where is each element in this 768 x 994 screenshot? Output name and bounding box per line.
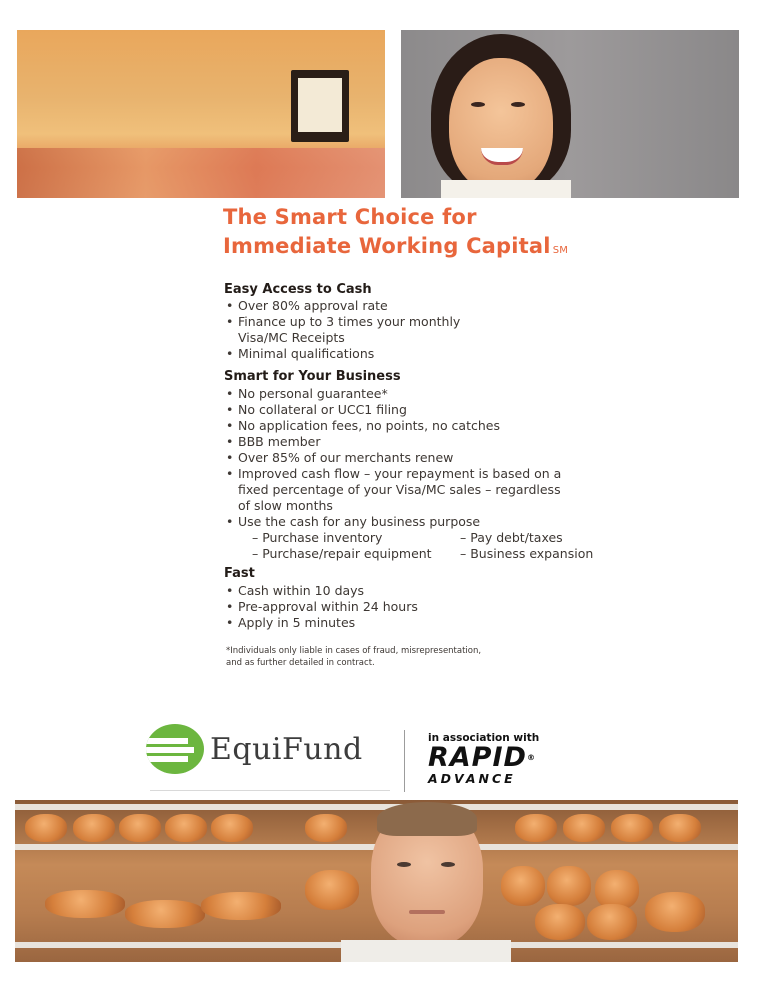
list-item: • Cash within 10 days <box>226 583 418 599</box>
list-item: • Finance up to 3 times your monthly <box>226 314 460 330</box>
bakery-interior-photo <box>17 30 385 198</box>
equifund-leaf-icon <box>146 724 204 774</box>
list-item: • Pre-approval within 24 hours <box>226 599 418 615</box>
service-mark: SM <box>552 245 569 256</box>
divider <box>150 790 390 791</box>
equifund-logo <box>146 724 366 776</box>
divider <box>404 730 405 792</box>
list-item-continuation: Visa/MC Receipts <box>238 330 345 345</box>
equifund-wordmark: EquiFund <box>210 732 363 767</box>
fast-list <box>226 583 418 631</box>
list-item-continuation: fixed percentage of your Visa/MC sales – regardless <box>238 482 561 497</box>
shop-counter <box>17 148 385 198</box>
baker-bread-racks-photo <box>15 800 738 962</box>
rapid-wordmark: RAPID® <box>428 742 536 773</box>
baker-face <box>371 806 483 946</box>
footnote: *Individuals only liable in cases of fraud, misrepresentation, and as further detailed in contract. <box>226 646 482 668</box>
association-label: in association with <box>428 732 540 744</box>
use-business-expansion: – Business expansion <box>460 546 594 561</box>
list-item: • Over 80% approval rate <box>226 298 460 314</box>
headline-line-1: The Smart Choice for <box>223 205 477 229</box>
use-purchase-inventory: – Purchase inventory <box>252 530 383 545</box>
business-uses <box>226 530 600 562</box>
list-item: • No application fees, no points, no catches <box>226 418 600 434</box>
section-title-smart-for-business: Smart for Your Business <box>224 369 401 384</box>
list-item-continuation: of slow months <box>238 498 333 513</box>
headline <box>223 203 568 261</box>
list-item: • Use the cash for any business purpose <box>226 514 600 530</box>
list-item: • Over 85% of our merchants renew <box>226 450 600 466</box>
wall-frame <box>291 70 349 142</box>
baker-shirt <box>341 940 511 962</box>
rapid-advance-logo <box>428 732 548 786</box>
use-repair-equipment: – Purchase/repair equipment <box>252 546 432 561</box>
advance-wordmark: ADVANCE <box>428 771 516 786</box>
list-item: • No personal guarantee* <box>226 386 600 402</box>
list-item: • BBB member <box>226 434 600 450</box>
list-item: • Minimal qualifications <box>226 346 460 362</box>
list-item: • Apply in 5 minutes <box>226 615 418 631</box>
list-item: • Improved cash flow – your repayment is based on a <box>226 466 600 482</box>
smart-business-list <box>226 386 600 562</box>
section-title-easy-access: Easy Access to Cash <box>224 282 372 297</box>
section-title-fast: Fast <box>224 566 255 581</box>
use-pay-debt: – Pay debt/taxes <box>460 530 563 545</box>
headline-line-2: Immediate Working Capital ℠ <box>223 234 569 258</box>
list-item: • No collateral or UCC1 filing <box>226 402 600 418</box>
easy-access-list <box>226 298 460 362</box>
smiling-woman-photo <box>401 30 739 198</box>
